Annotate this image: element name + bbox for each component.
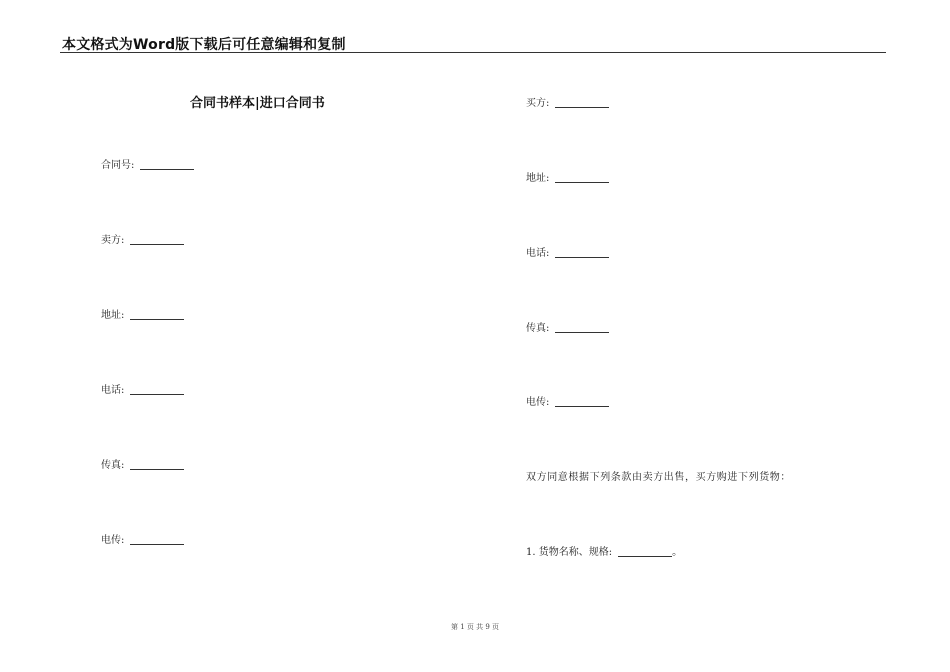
field-label: 合同号:	[101, 160, 135, 171]
fill-in-blank	[130, 309, 184, 320]
buyer-telex-field	[526, 393, 609, 408]
buyer-phone-field	[526, 244, 609, 259]
fill-in-blank	[555, 97, 609, 108]
fill-in-blank	[618, 546, 672, 557]
fill-in-blank	[130, 459, 184, 470]
field-label: 电传:	[526, 397, 550, 408]
field-label: 电话:	[101, 385, 125, 396]
buyer-address-field	[526, 169, 609, 184]
item-label: 1. 货物名称、规格:	[526, 547, 613, 558]
page-number: 第 1 页 共 9 页	[450, 623, 500, 631]
fill-in-blank	[130, 384, 184, 395]
seller-address-field	[101, 306, 184, 321]
fill-in-blank	[555, 322, 609, 333]
fill-in-blank	[130, 234, 184, 245]
fill-in-blank	[555, 247, 609, 258]
contract-number-field	[101, 156, 194, 171]
seller-fax-field	[101, 456, 184, 471]
field-label: 卖方:	[101, 235, 125, 246]
field-label: 买方:	[526, 98, 550, 109]
seller-field	[101, 231, 184, 246]
seller-phone-field	[101, 381, 184, 396]
document-header: 本文格式为Word版下载后可任意编辑和复制	[62, 37, 346, 53]
buyer-fax-field	[526, 319, 609, 334]
header-divider	[60, 52, 886, 53]
field-label: 地址:	[526, 173, 550, 184]
field-label: 传真:	[526, 323, 550, 334]
field-label: 传真:	[101, 460, 125, 471]
field-label: 电传:	[101, 535, 125, 546]
field-label: 地址:	[101, 310, 125, 321]
fill-in-blank	[130, 534, 184, 545]
buyer-field	[526, 94, 609, 109]
fill-in-blank	[140, 159, 194, 170]
agreement-paragraph: 双方同意根据下列条款由卖方出售，买方购进下列货物：	[526, 472, 791, 483]
fill-in-blank	[555, 172, 609, 183]
goods-spec-item	[526, 543, 682, 558]
field-label: 电话:	[526, 248, 550, 259]
item-suffix: 。	[672, 547, 683, 558]
fill-in-blank	[555, 396, 609, 407]
document-title: 合同书样本|进口合同书	[190, 96, 325, 111]
seller-telex-field	[101, 531, 184, 546]
